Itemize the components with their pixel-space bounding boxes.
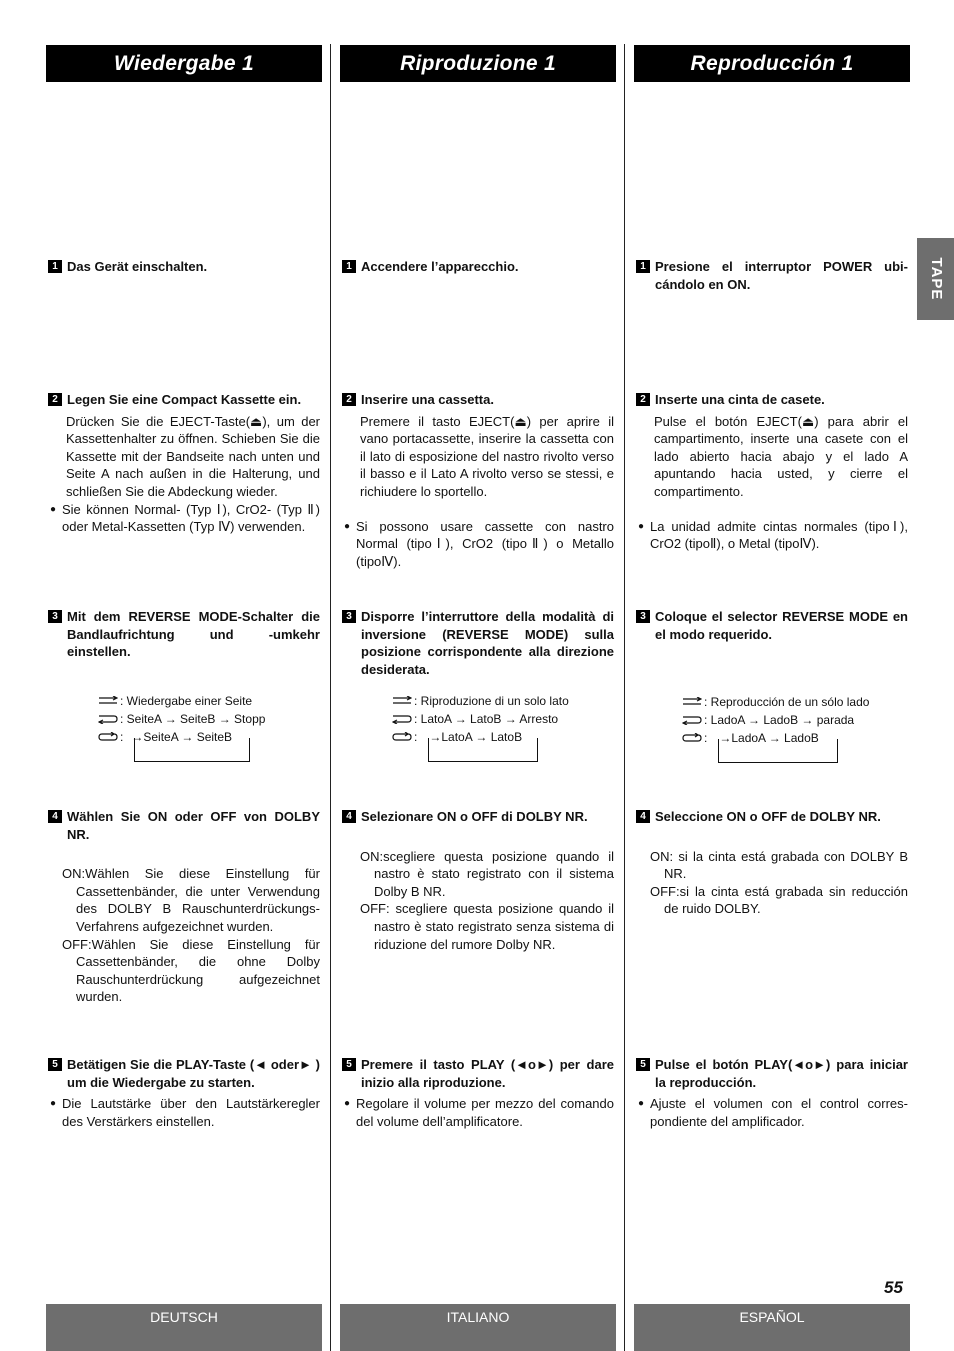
step-title: Seleccione ON o OFF de DOLBY NR. [655, 809, 881, 824]
step-title: Selezionare ON o OFF di DOLBY NR. [361, 809, 588, 824]
one-side-icon [392, 696, 412, 706]
step-title: Legen Sie eine Compact Kassette ein. [67, 392, 302, 407]
step-number: 2 [342, 393, 356, 406]
loop-bracket [718, 739, 838, 763]
mode-text: : SeiteA → SeiteB → Stopp [120, 712, 266, 726]
step-number: 1 [48, 260, 62, 273]
step-title: Wählen Sie ON oder OFF von DOLBY NR. [67, 809, 320, 842]
loop-bracket [428, 738, 538, 762]
continuous-loop-icon [98, 732, 118, 742]
dolby-on-note: ON:Wählen Sie diese Einstellung für Cassettenbänder, die unter Verwendung des DOLBY B Rauschunterdrückungs-Verfahrens aufgezeichnet wurden. [62, 866, 320, 934]
bullet-icon: ● [344, 1098, 351, 1110]
tape-tab-label: TAPE [927, 257, 945, 301]
bullet-item [636, 1095, 908, 1130]
step-number: 5 [636, 1058, 650, 1071]
step-number: 4 [48, 810, 62, 823]
one-side-icon [98, 696, 118, 706]
bullet-text: Si possono usare cassette con nastro Normal (tipoⅠ), CrO2 (tipoⅡ) o Metallo (tipoⅣ). [356, 518, 614, 569]
bullet-item [636, 518, 908, 553]
bullet-icon: ● [344, 520, 351, 532]
bullet-text: Ajuste el volumen con el control corres-pondiente del amplificador. [650, 1096, 908, 1129]
mode-loop-text: SeiteA → SeiteB [143, 730, 233, 744]
dolby-on-note: ON: si la cinta está grabada con DOLBY B NR. [650, 848, 908, 882]
mode-text: : LatoA → LatoB → Arresto [414, 712, 559, 726]
reverse-stop-icon [682, 715, 702, 725]
step-title: Disporre l’interruttore della modalità di inversione (REVERSE MODE) sulla posizione corrispondente alla direzione desiderata. [361, 609, 614, 677]
language-footer: ITALIANO [340, 1304, 616, 1351]
bullet-text: Die Lautstärke über den Lautstärkeregler des Verstärkers einstellen. [62, 1096, 320, 1129]
step-title: Pulse el botón PLAY(◄o►) para iniciar la reproducción. [655, 1057, 908, 1090]
continuous-loop-icon [682, 733, 702, 743]
step-title: Mit dem REVERSE MODE-Schalter die Bandlaufrichtung und -umkehr einstellen. [67, 609, 320, 660]
mode-text: : Wiedergabe einer Seite [120, 694, 253, 708]
step-body: Pulse el botón EJECT(⏏) para abrir el campartimento, inserte una casete con el lado abierto hacia abajo y el lado A apuntando hacia usted, y cierre el compartimento. [654, 413, 908, 499]
reverse-stop-icon [98, 714, 118, 724]
bullet-item [48, 501, 320, 536]
step-number: 2 [636, 393, 650, 406]
column-divider-left [330, 44, 331, 1351]
step-4 [342, 808, 614, 953]
column-divider-right [624, 44, 625, 1351]
bullet-text: Sie können Normal- (Typ Ⅰ), CrO2- (Typ Ⅱ) oder Metal-Kassetten (Typ Ⅳ) verwenden. [62, 501, 320, 535]
step-title: Betätigen Sie die PLAY-Taste (◄ oder► ) um die Wiedergabe zu starten. [67, 1057, 320, 1090]
step-number: 3 [342, 610, 356, 623]
section-title: Reproducción 1 [634, 45, 910, 82]
step-3 [342, 608, 614, 678]
page-number: 55 [884, 1278, 903, 1297]
dolby-off-note: OFF: scegliere questa posizione quando il nastro è stato registrato senza sistema di riduzione del rumore Dolby NR. [360, 901, 614, 952]
step-2 [48, 391, 320, 536]
step-title: Inserte una cinta de casete. [655, 392, 825, 407]
bullet-icon: ● [638, 520, 645, 532]
step-title: Coloque el selector REVERSE MODE en el modo requerido. [655, 609, 908, 642]
bullet-item [342, 518, 614, 571]
section-title: Riproduzione 1 [340, 45, 616, 82]
continuous-loop-icon [392, 732, 412, 742]
step-4 [48, 808, 320, 1006]
mode-loop-text: LadoA → LadoB [731, 731, 819, 745]
step-2 [636, 391, 908, 553]
dolby-on-note: ON:scegliere questa posizione quando il nastro è stato registrato con il sistema Dolby B NR. [360, 848, 614, 899]
step-3 [48, 608, 320, 661]
step-4 [636, 808, 908, 918]
step-title: Presione el interruptor POWER ubi-cándolo en ON. [655, 259, 908, 292]
step-body: Premere il tasto EJECT(⏏) per aprire il vano portacassette, inserire la cassetta con il lato di esposizione del nastro rivolto verso il basso e il Lato A rivolto verso se stessi, e richiudere lo sportello. [360, 413, 614, 499]
step-number: 5 [342, 1058, 356, 1071]
step-number: 5 [48, 1058, 62, 1071]
step-body: Drücken Sie die EJECT-Taste(⏏), um der Kassettenhalter zu öffnen. Schieben Sie die Kassette mit der Bandseite nach unten und Seite A nach außen in die Halterung, und schließen Sie die Abdeckung wieder. [66, 413, 320, 499]
language-footer: DEUTSCH [46, 1304, 322, 1351]
arrow-icon: → [719, 731, 732, 745]
step-number: 1 [342, 260, 356, 273]
bullet-text: Regolare il volume per mezzo del comando del volume dell’amplificatore. [356, 1096, 614, 1129]
step-5 [636, 1056, 908, 1130]
bullet-item [48, 1095, 320, 1130]
step-1 [636, 258, 908, 293]
arrow-icon: → [429, 730, 442, 744]
bullet-text: La unidad admite cintas normales (tipoⅠ), CrO2 (tipoⅡ), o Metal (tipoⅣ). [650, 518, 908, 552]
mode-text: : [414, 730, 418, 744]
step-number: 4 [342, 810, 356, 823]
column-italiano [340, 0, 616, 1351]
column-espanol [634, 0, 910, 1351]
mode-text: : [704, 731, 708, 745]
mode-text: : [120, 730, 124, 744]
language-footer: ESPAÑOL [634, 1304, 910, 1351]
bullet-icon: ● [50, 503, 57, 515]
column-deutsch [46, 0, 322, 1351]
mode-text: : Riproduzione di un solo lato [414, 694, 569, 708]
dolby-off-note: OFF:Wählen Sie diese Einstellung für Cassettenbänder, die ohne Dolby Rauschunterdrückung aufgezeichnet wurden. [62, 936, 320, 1005]
step-1 [342, 258, 614, 276]
step-title: Das Gerät einschalten. [67, 259, 208, 274]
bullet-icon: ● [638, 1098, 645, 1110]
step-number: 1 [636, 260, 650, 273]
arrow-icon: → [131, 730, 144, 744]
one-side-icon [682, 697, 702, 707]
dolby-off-note: OFF:si la cinta está grabada sin reducción de ruido DOLBY. [650, 883, 908, 917]
mode-text: : Reproducción de un sólo lado [704, 695, 870, 709]
tape-section-tab [917, 238, 954, 320]
bullet-item [342, 1095, 614, 1130]
section-title: Wiedergabe 1 [46, 45, 322, 82]
step-number: 2 [48, 393, 62, 406]
step-title: Inserire una cassetta. [361, 392, 494, 407]
loop-bracket [134, 738, 250, 762]
step-2 [342, 391, 614, 570]
mode-text: : LadoA → LadoB → parada [704, 713, 855, 727]
step-1 [48, 258, 320, 276]
step-title: Accendere l’apparecchio. [361, 259, 519, 274]
step-number: 3 [636, 610, 650, 623]
step-title: Premere il tasto PLAY (◄o►) per dare inizio alla riproduzione. [361, 1057, 614, 1090]
step-5 [342, 1056, 614, 1130]
bullet-icon: ● [50, 1098, 57, 1110]
step-number: 3 [48, 610, 62, 623]
mode-loop-text: LatoA → LatoB [441, 730, 523, 744]
step-3 [636, 608, 908, 643]
step-number: 4 [636, 810, 650, 823]
step-5 [48, 1056, 320, 1130]
reverse-stop-icon [392, 714, 412, 724]
